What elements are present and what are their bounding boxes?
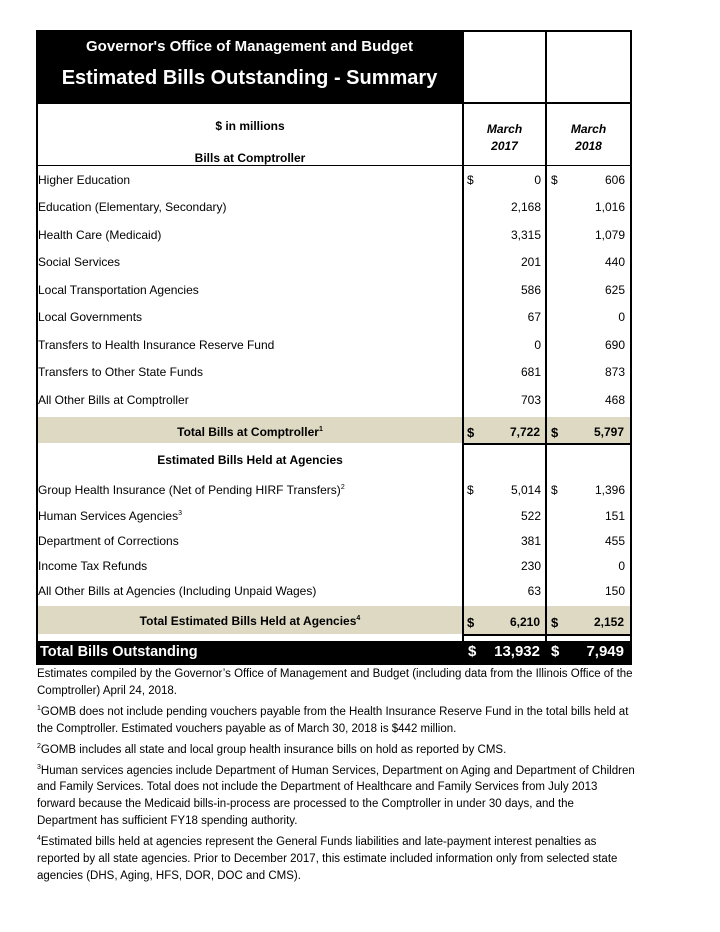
value-2017: 0 [534,338,541,352]
grand-total-2017: 13,932 [494,643,540,660]
value-2018: 1,016 [594,200,625,214]
col1-month: March [486,122,523,136]
header-rule [36,102,632,104]
note-4-text: Estimated bills held at agencies represent the General Funds liabilities and late-payment interest penalties as reported by all state agencies. Prior to December 2017, this estimate included information only from selected state agencies (DHS, Aging, HFS, DOR, DOC and CMS). [37,836,618,883]
row-label: Local Transportation Agencies [38,283,199,297]
value-2017: 586 [520,283,541,297]
total-2017: 7,722 [509,425,540,439]
top-border [36,30,632,32]
dollar-sign: $ [551,483,558,497]
footnote-mark: 2 [37,742,41,750]
value-2018: 0 [618,559,625,573]
report-title: Estimated Bills Outstanding - Summary [61,67,438,89]
value-2017: 3,315 [510,228,541,242]
dollar-sign: $ [467,483,474,497]
value-2018: 0 [618,310,625,324]
value-2017: 63 [527,584,541,598]
value-2017: 67 [527,310,541,324]
value-2018: 625 [604,283,625,297]
row-label [38,509,182,523]
footnote-mark: 1 [37,705,41,712]
row-label: Income Tax Refunds [38,559,148,573]
row-label: Health Care (Medicaid) [38,228,162,242]
col1-year: 2017 [491,139,518,153]
comptroller-section-title: Bills at Comptroller [194,151,306,165]
dollar-sign: $ [467,173,474,187]
footnote-mark: 4 [356,615,361,622]
row-label-text: Human Services Agencies [38,509,179,523]
value-2017: 2,168 [510,200,541,214]
value-2017: 230 [520,559,541,573]
footnotes [37,666,637,885]
agencies-section-title: Estimated Bills Held at Agencies [157,453,343,467]
value-2018: 440 [604,255,625,269]
dollar-sign: $ [551,425,559,440]
col2-year: 2018 [575,139,602,153]
column-header-2018 [547,121,630,155]
column-header-rule [36,165,632,166]
row-label: All Other Bills at Agencies (Including Unpaid Wages) [38,584,317,598]
dollar-sign: $ [551,173,558,187]
col2-month: March [570,122,607,136]
value-2017: 0 [534,173,541,187]
note-4 [37,830,637,885]
value-2018: 606 [604,173,625,187]
row-label: Local Governments [38,310,143,324]
value-2017: 681 [520,365,541,379]
note-3 [37,759,637,831]
value-2018: 150 [604,584,625,598]
note-1-text: GOMB does not include pending vouchers payable from the Health Insurance Reserve Fund in the total bills held at the Comptroller. Estimated vouchers payable as of March 30, 2018 is $442 million. [37,705,629,735]
row-label: Department of Corrections [38,534,179,548]
value-2018: 151 [604,509,625,523]
org-name: Governor's Office of Management and Budget [86,38,413,55]
agencies-total-2018: 2,152 [593,615,624,629]
column-header-2017 [464,121,545,155]
dollar-sign: $ [551,615,559,630]
row-label: Social Services [38,255,121,269]
footnote-mark: 1 [318,426,323,433]
note-2-text: GOMB includes all state and local group health insurance bills on hold as reported by CMS. [40,743,507,756]
row-label-text: Group Health Insurance (Net of Pending HIRF Transfers) [38,483,341,497]
value-2017: 703 [520,393,541,407]
unit-label: $ in millions [215,119,285,133]
note-intro: Estimates compiled by the Governor’s Office of Management and Budget (including data from the Illinois Office of the Comptroller) April 24, 2018. [37,668,633,697]
value-2018: 1,079 [594,228,625,242]
note-2 [37,738,637,759]
row-label: Transfers to Other State Funds [38,365,203,379]
footnote-mark: 4 [37,835,41,843]
grand-total-row [36,641,632,665]
total-label-text: Total Bills at Comptroller [177,425,319,439]
grand-total-label: Total Bills Outstanding [40,644,198,660]
value-2017: 381 [520,534,541,548]
agencies-total-underline [464,634,630,636]
row-label: Education (Elementary, Secondary) [38,200,227,214]
dollar-sign: $ [467,615,475,630]
value-2018: 690 [604,338,625,352]
total-underline [464,443,630,445]
dollar-sign: $ [551,643,560,660]
total-2018: 5,797 [593,425,624,439]
row-label: Higher Education [38,173,131,187]
total-label-text: Total Estimated Bills Held at Agencies [139,614,357,628]
right-border [630,30,632,665]
row-label: Transfers to Health Insurance Reserve Fund [38,338,275,352]
agencies-total-2017: 6,210 [509,615,540,629]
row-label [38,483,345,497]
comptroller-total-label [40,425,460,439]
grand-total-2018: 7,949 [586,643,624,660]
footnote-mark: 2 [340,484,345,491]
note-1 [37,700,637,738]
value-2018: 873 [604,365,625,379]
footnote-mark: 3 [178,510,182,517]
report-header [36,30,463,103]
value-2017: 201 [520,255,541,269]
value-2018: 455 [604,534,625,548]
agencies-total-label [40,614,460,628]
value-2018: 468 [604,393,625,407]
value-2017: 5,014 [510,483,541,497]
footnote-mark: 3 [37,763,41,771]
value-2017: 522 [520,509,541,523]
dollar-sign: $ [467,425,475,440]
row-label: All Other Bills at Comptroller [38,393,189,407]
value-2018: 1,396 [594,483,625,497]
dollar-sign: $ [468,643,477,660]
note-3-text: Human services agencies include Department of Human Services, Department on Aging and Department of Children and Family Services. Total does not include the Department of Healthcare and Family Services from July 2013 forward because the Medicaid bills-in-process are processed to the Comptroller in under 30 days, and the Department has sufficient FY18 spending authority. [37,764,635,828]
